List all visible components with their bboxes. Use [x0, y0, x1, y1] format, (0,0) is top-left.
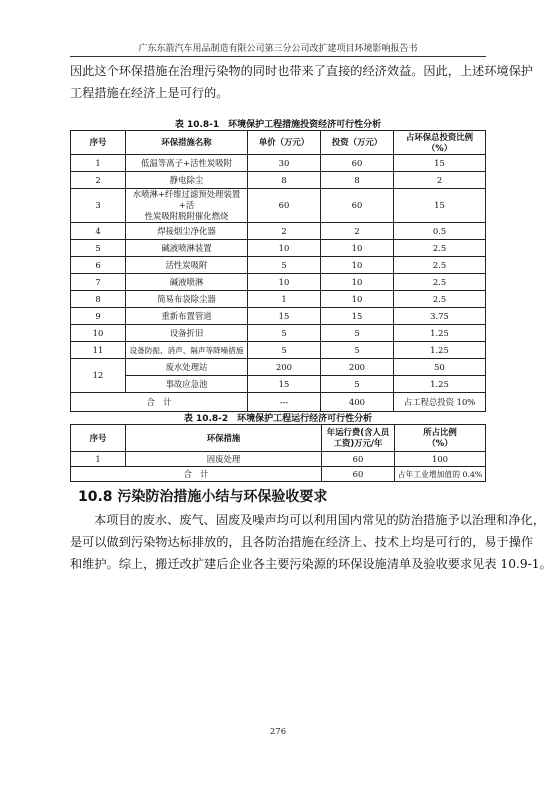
table2-header-ratio-line1: 所占比例 — [423, 427, 457, 437]
table2-header-ratio — [395, 425, 486, 452]
table2-header-row — [71, 425, 486, 452]
table1-caption: 表 10.8-1 环境保护工程措施投资经济可行性分析 — [174, 120, 382, 130]
row-no: 1 — [71, 155, 126, 172]
operation-cost-table — [70, 424, 486, 482]
table1-header-investment: 投资（万元） — [321, 131, 394, 155]
row-name-line1: 水喷淋+纤维过滤预处理装置+活 — [132, 189, 241, 210]
row-no: 11 — [71, 342, 126, 359]
total-investment: 400 — [321, 393, 394, 412]
table-row — [71, 189, 486, 223]
row-no: 4 — [71, 223, 126, 240]
row-name — [126, 189, 248, 223]
row-unit-price: 10 — [248, 240, 321, 257]
investment-table — [70, 130, 486, 412]
row-name: 简易布袋除尘器 — [126, 291, 248, 308]
total-ratio: 占年工业增加值的 0.4% — [395, 467, 486, 482]
row-name: 碱液喷淋 — [126, 274, 248, 291]
table-row — [71, 291, 486, 308]
row-ratio: 50 — [394, 359, 486, 376]
row-investment: 10 — [321, 257, 394, 274]
row-unit-price: 200 — [248, 359, 321, 376]
row-unit-price: 15 — [248, 308, 321, 325]
table-row — [71, 172, 486, 189]
row-cost: 60 — [322, 452, 395, 467]
table-row — [71, 155, 486, 172]
row-name: 低温等离子+活性炭吸附 — [126, 155, 248, 172]
section-heading: 10.8 污染防治措施小结与环保验收要求 — [78, 489, 328, 505]
intro-paragraph — [70, 60, 534, 104]
row-unit-price: 60 — [248, 189, 321, 223]
table2-total-row — [71, 467, 486, 482]
row-ratio: 3.75 — [394, 308, 486, 325]
row-ratio: 2.5 — [394, 240, 486, 257]
row-unit-price: 5 — [248, 325, 321, 342]
row-no: 7 — [71, 274, 126, 291]
table-row — [71, 274, 486, 291]
row-name: 事故应急池 — [126, 376, 248, 393]
table2-header-cost-line2: 工资)万元/年 — [333, 438, 383, 448]
table-row — [71, 376, 486, 393]
row-no: 5 — [71, 240, 126, 257]
table2-header-ratio-line2: （%） — [427, 438, 453, 448]
total-unit-price: --- — [248, 393, 321, 412]
row-measure: 固废处理 — [126, 452, 322, 467]
row-ratio: 1.25 — [394, 342, 486, 359]
table-row — [71, 342, 486, 359]
table-row — [71, 452, 486, 467]
table-row — [71, 359, 486, 376]
table-row — [71, 223, 486, 240]
intro-line-1: 因此这个环保措施在治理污染物的同时也带来了直接的经济效益。因此，上述环境保护 — [70, 64, 534, 78]
row-unit-price: 5 — [248, 257, 321, 274]
row-no: 8 — [71, 291, 126, 308]
page-number: 276 — [269, 727, 287, 737]
row-name-line2: 性炭吸附脱附催化燃烧 — [144, 211, 229, 221]
table1-header-ratio — [394, 131, 486, 155]
table1-header-unit-price: 单价（万元） — [248, 131, 321, 155]
row-ratio: 2.5 — [394, 257, 486, 274]
section-line-1: 本项目的废水、废气、固废及噪声均可以利用国内常见的防治措施予以治理和净化， — [94, 513, 545, 527]
row-ratio: 0.5 — [394, 223, 486, 240]
row-investment: 5 — [321, 376, 394, 393]
table-row — [71, 308, 486, 325]
row-unit-price: 30 — [248, 155, 321, 172]
table1-header-no: 序号 — [71, 131, 126, 155]
row-investment: 5 — [321, 342, 394, 359]
row-name: 焊接烟尘净化器 — [126, 223, 248, 240]
table1-header-ratio-line1: 占环保总投资比例 — [406, 131, 473, 142]
row-investment: 10 — [321, 240, 394, 257]
row-investment: 15 — [321, 308, 394, 325]
row-ratio: 15 — [394, 189, 486, 223]
row-ratio: 2 — [394, 172, 486, 189]
table1-header-ratio-line2: （%） — [426, 142, 453, 153]
table1-header-name: 环保措施名称 — [126, 131, 248, 155]
total-label: 合 计 — [71, 467, 322, 482]
row-ratio: 15 — [394, 155, 486, 172]
row-no: 2 — [71, 172, 126, 189]
row-investment: 60 — [321, 155, 394, 172]
row-unit-price: 1 — [248, 291, 321, 308]
total-cost: 60 — [322, 467, 395, 482]
total-ratio: 占工程总投资 10% — [394, 393, 486, 412]
total-label: 合 计 — [71, 393, 248, 412]
row-investment: 5 — [321, 325, 394, 342]
intro-line-2: 工程措施在经济上是可行的。 — [70, 86, 229, 100]
row-investment: 10 — [321, 274, 394, 291]
row-no: 1 — [71, 452, 126, 467]
row-no: 9 — [71, 308, 126, 325]
table-row — [71, 325, 486, 342]
table2-header-no: 序号 — [71, 425, 126, 452]
row-investment: 200 — [321, 359, 394, 376]
row-unit-price: 15 — [248, 376, 321, 393]
header-rule — [70, 56, 486, 57]
row-unit-price: 10 — [248, 274, 321, 291]
row-investment: 10 — [321, 291, 394, 308]
table2-header-measure: 环保措施 — [126, 425, 322, 452]
row-name: 设备折旧 — [126, 325, 248, 342]
row-no: 10 — [71, 325, 126, 342]
row-investment: 2 — [321, 223, 394, 240]
table-row — [71, 240, 486, 257]
row-name: 废水处理站 — [126, 359, 248, 376]
row-unit-price: 2 — [248, 223, 321, 240]
row-no: 12 — [71, 359, 126, 393]
row-name: 碱液喷淋装置 — [126, 240, 248, 257]
row-ratio: 100 — [395, 452, 486, 467]
running-header: 广东东箭汽车用品制造有限公司第三分公司改扩建项目环境影响报告书 — [138, 44, 418, 54]
table-row — [71, 257, 486, 274]
row-ratio: 1.25 — [394, 376, 486, 393]
table1-total-row — [71, 393, 486, 412]
row-investment: 8 — [321, 172, 394, 189]
row-ratio: 1.25 — [394, 325, 486, 342]
section-line-2: 是可以做到污染物达标排放的，且各防治措施在经济上、技术上均是可行的，易于操作 — [70, 535, 534, 549]
row-ratio: 2.5 — [394, 274, 486, 291]
row-ratio: 2.5 — [394, 291, 486, 308]
row-investment: 60 — [321, 189, 394, 223]
table2-header-cost-line1: 年运行费(含人员 — [326, 427, 390, 437]
table1-header-row — [71, 131, 486, 155]
section-line-3: 和维护。综上，搬迁改扩建后企业各主要污染源的环保设施清单及验收要求见表 10.9-1。 — [70, 557, 552, 571]
row-name: 静电除尘 — [126, 172, 248, 189]
table2-header-cost — [322, 425, 395, 452]
row-unit-price: 5 — [248, 342, 321, 359]
row-no: 6 — [71, 257, 126, 274]
table2-caption: 表 10.8-2 环境保护工程运行经济可行性分析 — [183, 414, 373, 424]
row-unit-price: 8 — [248, 172, 321, 189]
row-name: 设备防振、消声、隔声等降噪措施 — [126, 342, 248, 359]
row-no: 3 — [71, 189, 126, 223]
row-name: 重新布置管道 — [126, 308, 248, 325]
section-paragraph — [70, 509, 552, 575]
row-name: 活性炭吸附 — [126, 257, 248, 274]
